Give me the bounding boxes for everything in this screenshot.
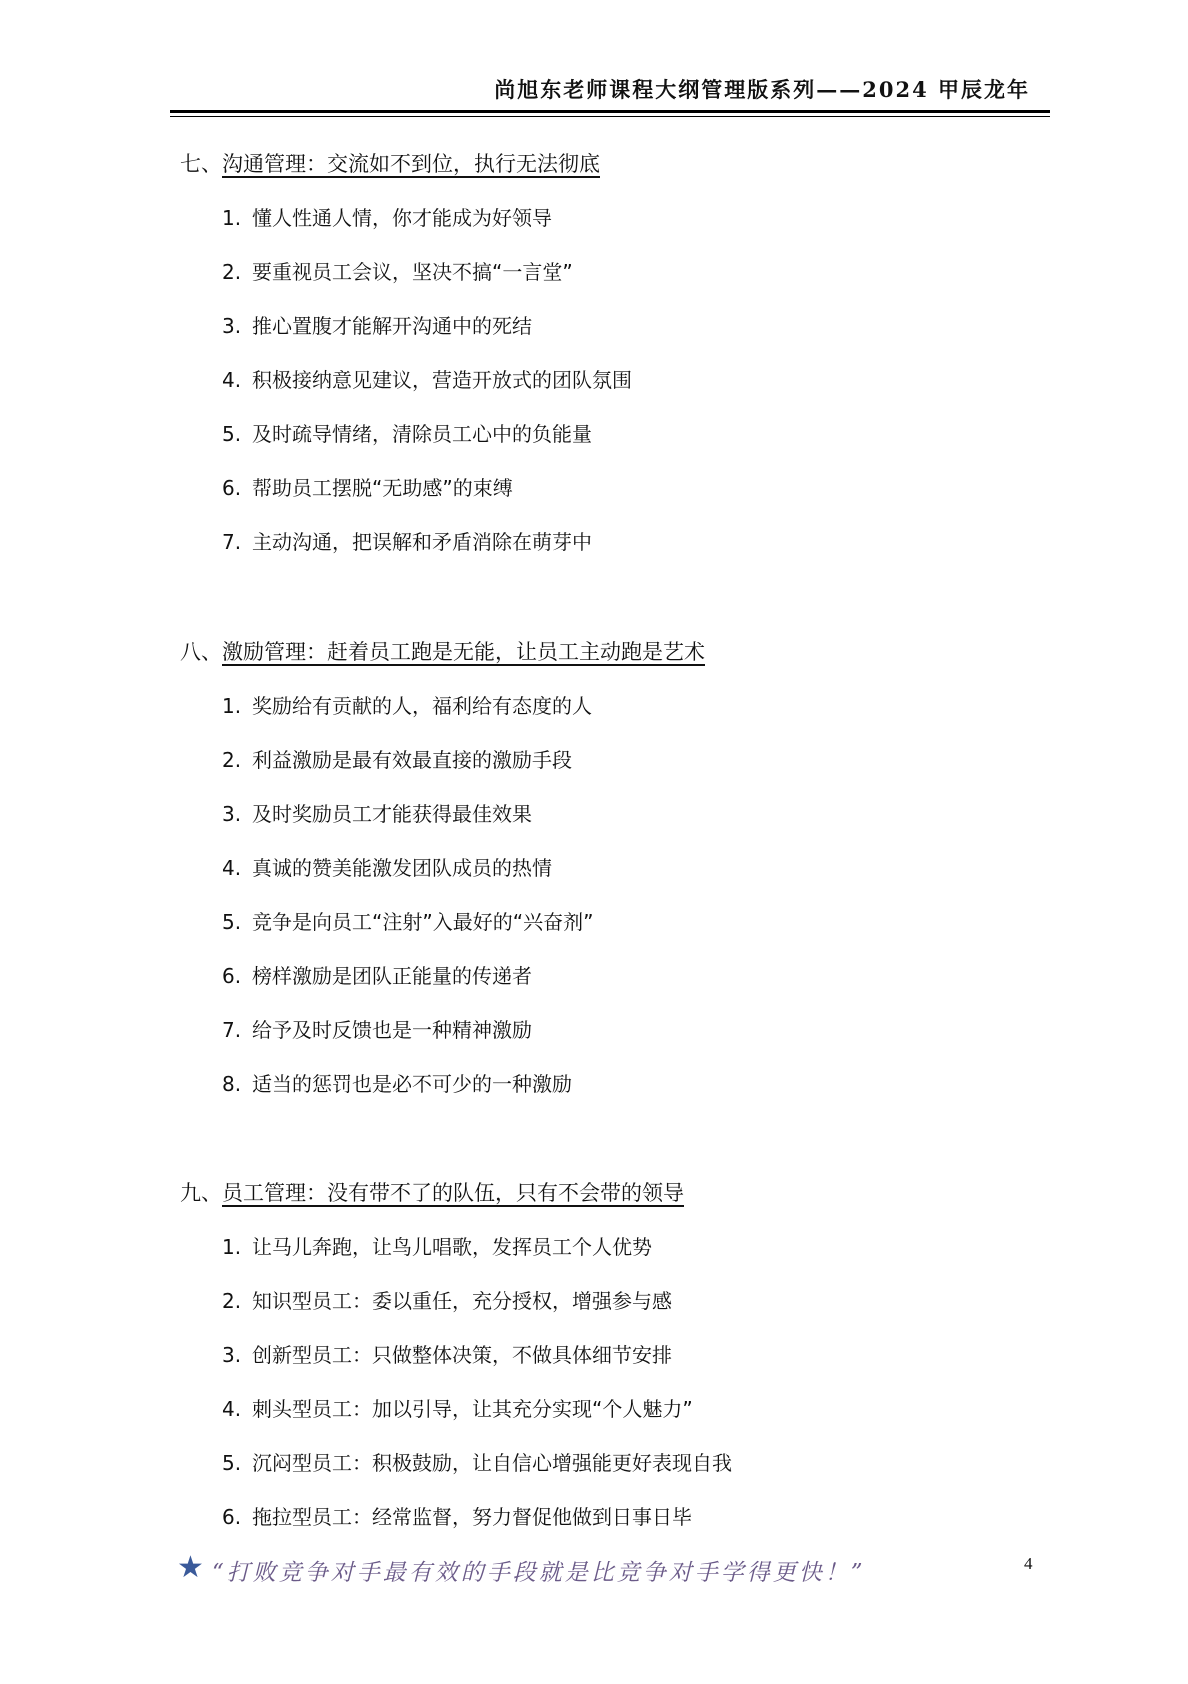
section-title [180, 625, 1040, 679]
list-item [180, 1220, 1040, 1274]
list-item [180, 353, 1040, 407]
item-text: 让马儿奔跑，让鸟儿唱歌，发挥员工个人优势 [252, 1235, 652, 1259]
section-employee [180, 1166, 1040, 1544]
list-item [180, 299, 1040, 353]
section-motivation [180, 625, 1040, 1111]
item-index: 6. [222, 476, 242, 500]
item-text: 懂人性通人情，你才能成为好领导 [252, 206, 552, 230]
item-text: 刺头型员工：加以引导，让其充分实现“个人魅力” [252, 1397, 693, 1421]
item-index: 2. [222, 260, 242, 284]
section-title [180, 137, 1040, 191]
list-item [180, 895, 1040, 949]
item-index: 4. [222, 1397, 242, 1421]
header-rule-thin [170, 116, 1050, 117]
section-item-list [180, 191, 1040, 569]
section-number: 八、 [180, 640, 222, 664]
section-heading: 激励管理：赶着员工跑是无能，让员工主动跑是艺术 [222, 640, 705, 664]
list-item [180, 515, 1040, 569]
list-item [180, 1490, 1040, 1544]
item-text: 及时疏导情绪，清除员工心中的负能量 [252, 422, 592, 446]
list-item [180, 1274, 1040, 1328]
list-item [180, 1436, 1040, 1490]
list-item [180, 787, 1040, 841]
item-index: 1. [222, 694, 242, 718]
item-text: 主动沟通，把误解和矛盾消除在萌芽中 [252, 530, 592, 554]
list-item [180, 1328, 1040, 1382]
item-index: 5. [222, 422, 242, 446]
list-item [180, 733, 1040, 787]
list-item [180, 1382, 1040, 1436]
item-index: 8. [222, 1072, 242, 1096]
list-item [180, 407, 1040, 461]
item-index: 4. [222, 856, 242, 880]
item-index: 3. [222, 314, 242, 338]
item-index: 1. [222, 206, 242, 230]
section-heading: 员工管理：没有带不了的队伍，只有不会带的领导 [222, 1181, 684, 1205]
item-index: 6. [222, 1505, 242, 1529]
item-text: 要重视员工会议，坚决不搞“一言堂” [252, 260, 573, 284]
item-index: 5. [222, 910, 242, 934]
page-number: 4 [1024, 1554, 1033, 1573]
item-text: 适当的惩罚也是必不可少的一种激励 [252, 1072, 572, 1096]
item-index: 7. [222, 1018, 242, 1042]
list-item [180, 191, 1040, 245]
list-item [180, 245, 1040, 299]
header-rule-thick [170, 110, 1050, 113]
list-item [180, 461, 1040, 515]
list-item [180, 679, 1040, 733]
page-header-title: 尚旭东老师课程大纲管理版系列——2024 甲辰龙年 [494, 77, 1030, 102]
item-text: 给予及时反馈也是一种精神激励 [252, 1018, 532, 1042]
list-item [180, 949, 1040, 1003]
section-item-list [180, 679, 1040, 1111]
item-text: 推心置腹才能解开沟通中的死结 [252, 314, 532, 338]
list-item [180, 1003, 1040, 1057]
item-text: 帮助员工摆脱“无助感”的束缚 [252, 476, 513, 500]
section-communication [180, 137, 1040, 569]
item-text: 竞争是向员工“注射”入最好的“兴奋剂” [252, 910, 594, 934]
item-index: 2. [222, 1289, 242, 1313]
item-text: 创新型员工：只做整体决策，不做具体细节安排 [252, 1343, 672, 1367]
section-item-list [180, 1220, 1040, 1544]
item-index: 4. [222, 368, 242, 392]
item-text: 奖励给有贡献的人，福利给有态度的人 [252, 694, 592, 718]
item-index: 2. [222, 748, 242, 772]
section-heading: 沟通管理：交流如不到位，执行无法彻底 [222, 152, 600, 176]
item-index: 3. [222, 1343, 242, 1367]
list-item [180, 841, 1040, 895]
star-icon: ★ [177, 1550, 204, 1585]
item-text: 知识型员工：委以重任，充分授权，增强参与感 [252, 1289, 672, 1313]
section-number: 七、 [180, 152, 222, 176]
footer-quote: “打败竞争对手最有效的手段就是比竞争对手学得更快！” [212, 1560, 866, 1586]
item-index: 6. [222, 964, 242, 988]
item-index: 3. [222, 802, 242, 826]
item-index: 5. [222, 1451, 242, 1475]
list-item [180, 1057, 1040, 1111]
item-text: 积极接纳意见建议，营造开放式的团队氛围 [252, 368, 632, 392]
item-text: 利益激励是最有效最直接的激励手段 [252, 748, 572, 772]
section-title [180, 1166, 1040, 1220]
item-index: 7. [222, 530, 242, 554]
item-text: 榜样激励是团队正能量的传递者 [252, 964, 532, 988]
section-number: 九、 [180, 1181, 222, 1205]
item-text: 及时奖励员工才能获得最佳效果 [252, 802, 532, 826]
item-index: 1. [222, 1235, 242, 1259]
item-text: 沉闷型员工：积极鼓励，让自信心增强能更好表现自我 [252, 1451, 732, 1475]
item-text: 拖拉型员工：经常监督，努力督促他做到日事日毕 [252, 1505, 692, 1529]
item-text: 真诚的赞美能激发团队成员的热情 [252, 856, 552, 880]
